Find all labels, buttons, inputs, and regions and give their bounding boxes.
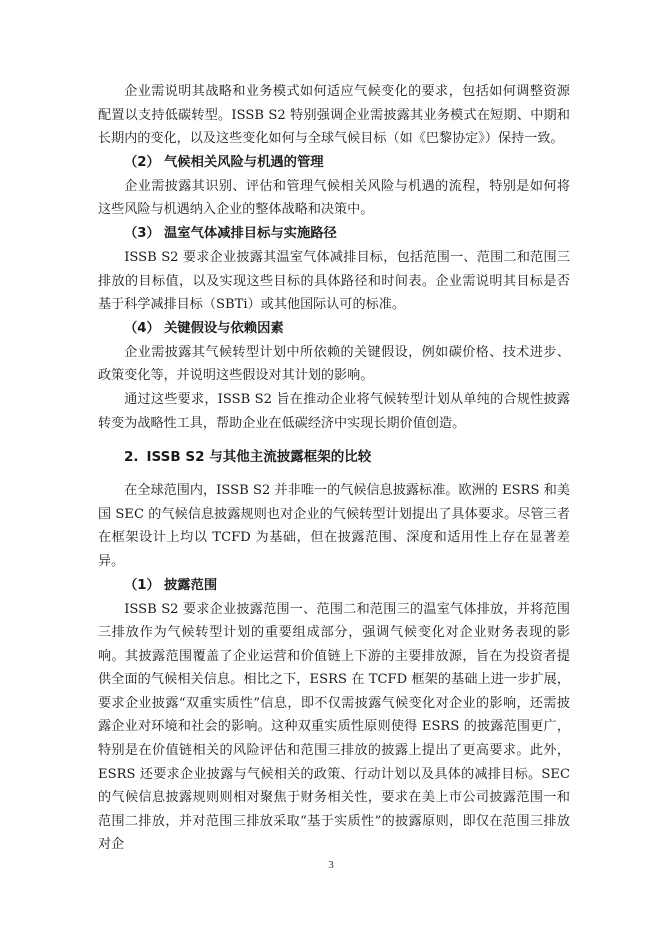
page-body [98, 80, 570, 857]
subheading-key-assumptions [98, 317, 570, 341]
section-heading-comparison [98, 445, 570, 469]
section-number: 2. [124, 449, 139, 466]
paragraph-disclosure-scope: ISSB S2 要求企业披露范围一、范围二和范围三的温室气体排放，并将范围三排放作为气候转型计划的重要组成部分，强调气候变化对企业财务表现的影响。其披露范围覆盖了企业运营和价值链上下游的主要排放源，旨在为投资者提供全面的气候相关信息。相比之下，ESRS 在 TCFD 框架的基础上进一步扩展，要求企业披露“双重实质性”信息，即不仅需披露气候变化对企业的影响，还需披露企业对环境和社会的影响。这种双重实质性原则使得 ESRS 的披露范围更广，特别是在价值链相关的风险评估和范围三排放的披露上提出了更高要求。此外，ESRS 还要求企业披露与气候相关的政策、行动计划以及具体的减排目标。SEC 的气候信息披露规则则相对聚焦于财务相关性，要求在美上市公司披露范围一和范围二排放，并对范围三排放采取“基于实质性”的披露原则，即仅在范围三排放对企 [98, 601, 570, 853]
subheading-title: 披露范围 [164, 577, 218, 593]
subheading-ghg-targets [98, 222, 570, 246]
subheading-number: （3） [124, 225, 160, 241]
paragraph-comparison-intro: 在全球范围内，ISSB S2 并非唯一的气候信息披露标准。欧洲的 ESRS 和美国 SEC 的气候信息披露规则也对企业的气候转型计划提出了具体要求。尽管三者在框架设计上均以 TCFD 为基础，但在披露范围、深度和适用性上存在显著差异。 [98, 483, 570, 569]
subheading-risk-management [98, 151, 570, 175]
paragraph-risk-management: 企业需披露其识别、评估和管理气候相关风险与机遇的流程，特别是如何将这些风险与机遇纳入企业的整体战略和决策中。 [98, 178, 570, 218]
paragraph-strategy: 企业需说明其战略和业务模式如何适应气候变化的要求，包括如何调整资源配置以支持低碳转型。ISSB S2 特别强调企业需披露其业务模式在短期、中期和长期内的变化，以及这些变化如何与全球气候目标（如《巴黎协定》）保持一致。 [98, 84, 570, 147]
subheading-number: （4） [124, 320, 160, 336]
paragraph-key-assumptions: 企业需披露其气候转型计划中所依赖的关键假设，例如碳价格、技术进步、政策变化等，并说明这些假设对其计划的影响。 [98, 344, 570, 384]
subheading-number: （1） [124, 577, 160, 593]
subheading-title: 温室气体减排目标与实施路径 [164, 225, 337, 241]
subheading-disclosure-scope [98, 574, 570, 598]
subheading-title: 关键假设与依赖因素 [164, 320, 284, 336]
paragraph-summary: 通过这些要求，ISSB S2 旨在推动企业将气候转型计划从单纯的合规性披露转变为战略性工具，帮助企业在低碳经济中实现长期价值创造。 [98, 391, 570, 431]
paragraph-ghg-targets: ISSB S2 要求企业披露其温室气体减排目标，包括范围一、范围二和范围三排放的目标值，以及实现这些目标的具体路径和时间表。企业需说明其目标是否基于科学减排目标（SBTi）或其他国际认可的标准。 [98, 249, 570, 313]
subheading-title: 气候相关风险与机遇的管理 [164, 154, 324, 170]
section-title: ISSB S2 与其他主流披露框架的比较 [146, 449, 372, 466]
page-number: 3 [328, 859, 334, 871]
subheading-number: （2） [124, 154, 160, 170]
